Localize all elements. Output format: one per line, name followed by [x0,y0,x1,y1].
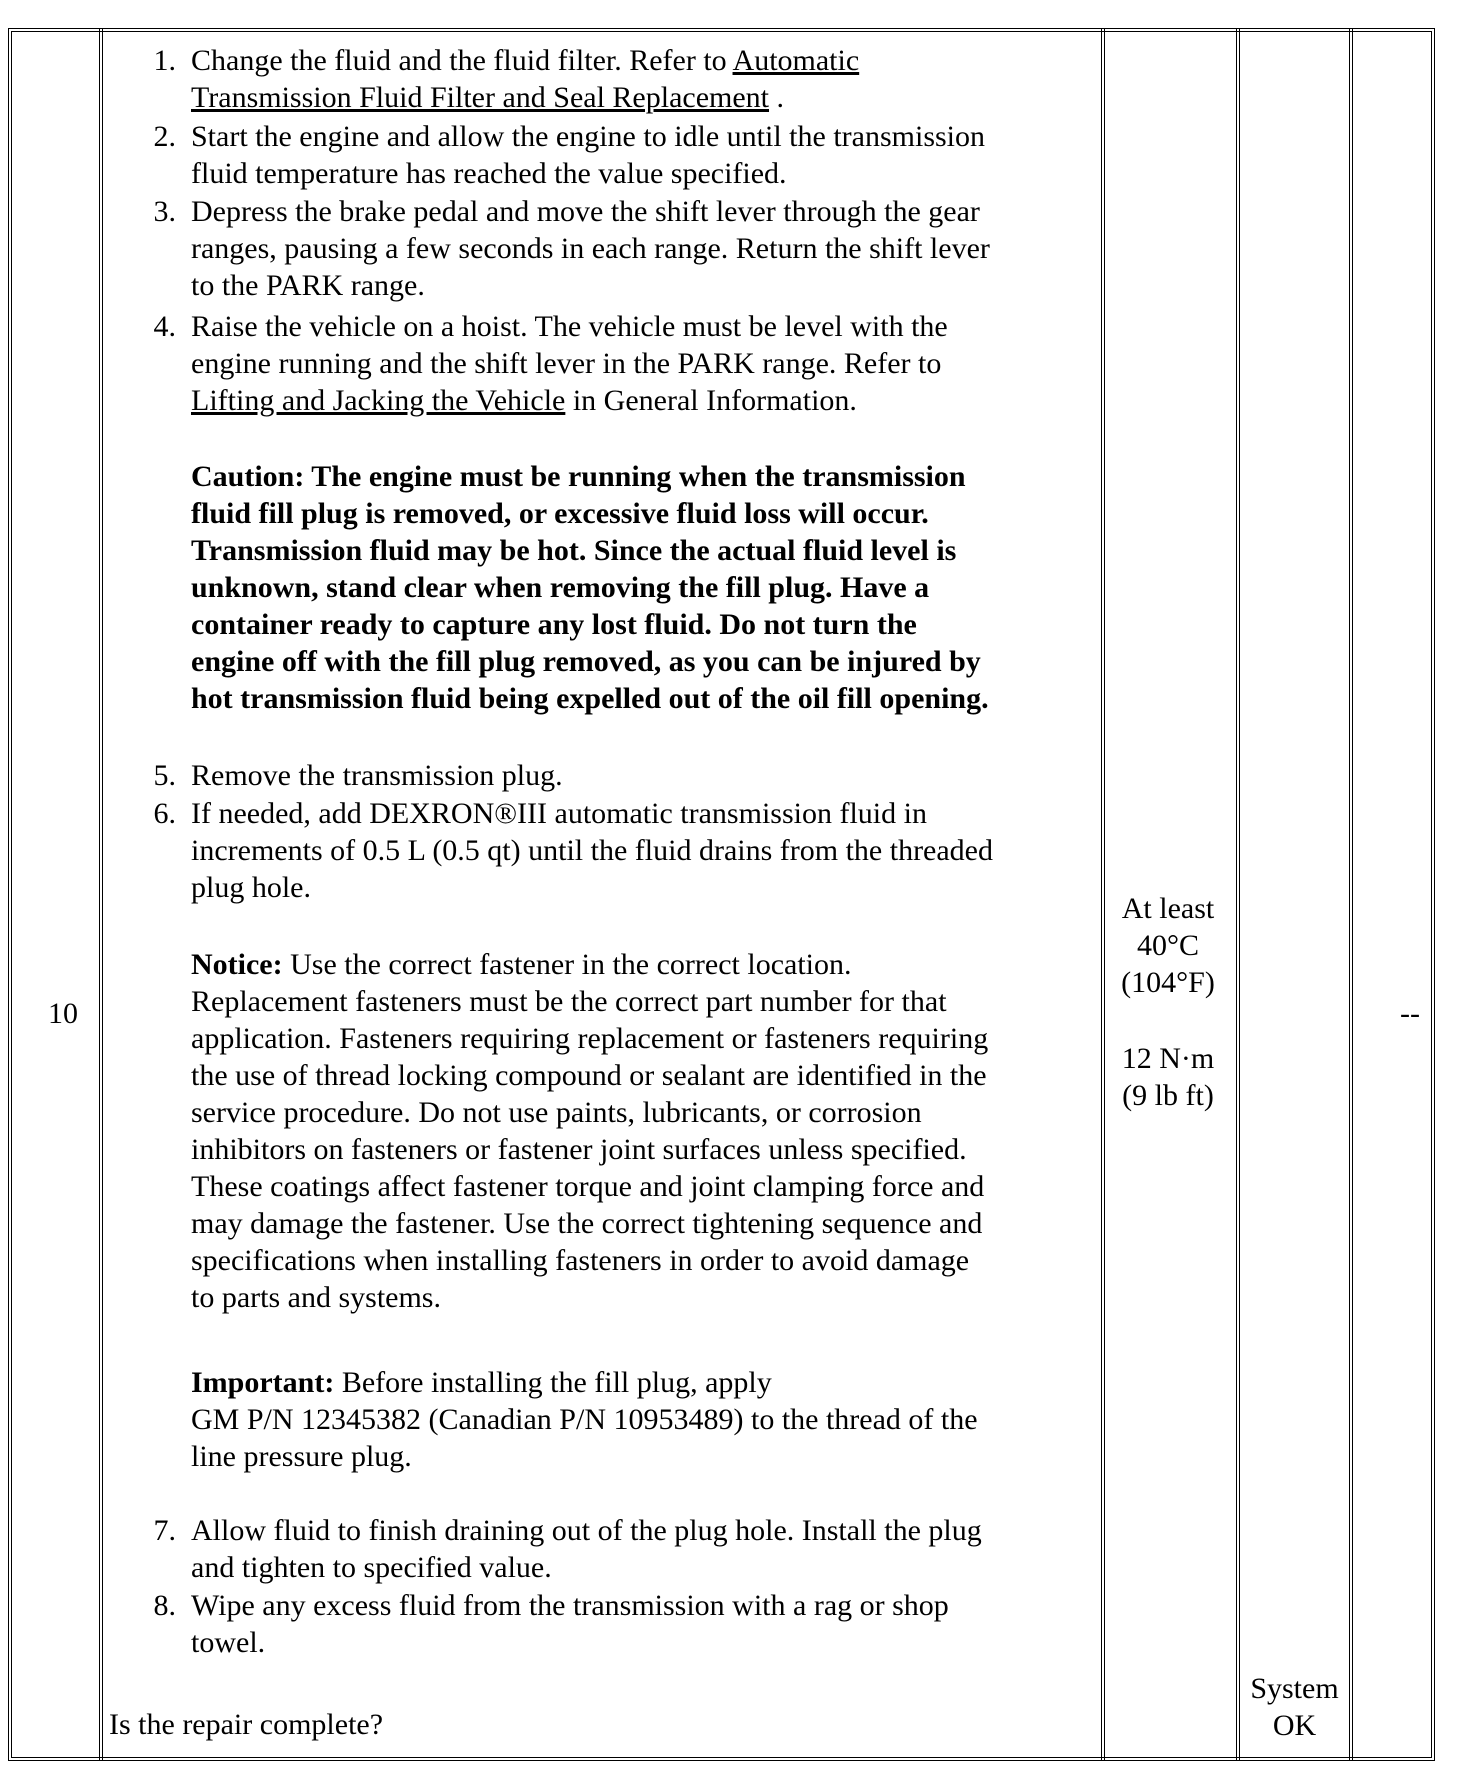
notice-line: may damage the fastener. Use the correct tightening sequence and [191,1207,983,1240]
temperature-spec: At least [1121,892,1215,925]
caution-line: engine off with the fill plug removed, as you can be injured by [191,645,981,678]
caution-line: Caution: The engine must be running when the transmission [191,460,966,493]
step-3-line: Depress the brake pedal and move the shift lever through the gear [191,195,980,228]
step-3-number: 3. [153,195,176,228]
notice-label: Notice: [191,948,283,981]
step-2-line: Start the engine and allow the engine to idle until the transmission [191,120,986,153]
step-4-line: engine running and the shift lever in the PARK range. Refer to [191,347,942,380]
step-6-number: 6. [153,797,176,830]
caution-line: container ready to capture any lost fluid. Do not turn the [191,608,917,641]
step-6-line: plug hole. [191,871,311,904]
important-label: Important: [191,1366,335,1399]
step-2-number: 2. [153,120,176,153]
step-3-line: ranges, pausing a few seconds in each range. Return the shift lever [191,232,990,265]
question-text: Is the repair complete? [109,1708,384,1741]
step-7-line: and tighten to specified value. [191,1551,552,1584]
step-4-line [191,382,1091,419]
reference-link[interactable]: Transmission Fluid Filter and Seal Replacement [191,81,770,114]
column-divider [99,28,103,1761]
step-6-line: If needed, add DEXRON®III automatic transmission fluid in [191,797,927,830]
step-6-line: increments of 0.5 L (0.5 qt) until the fluid drains from the threaded [191,834,994,867]
important-line [191,1364,1091,1401]
caution-line: fluid fill plug is removed, or excessive fluid loss will occur. [191,497,929,530]
reference-link[interactable]: Automatic [732,44,860,77]
notice-line: to parts and systems. [191,1281,441,1314]
step-5-line: Remove the transmission plug. [191,759,563,792]
caution-line: Transmission fluid may be hot. Since the actual fluid level is [191,534,957,567]
step-1-line [191,79,1091,116]
notice-line [191,946,1091,983]
important-line: line pressure plug. [191,1440,412,1473]
step-text: in General Information. [565,384,857,417]
column-divider [1101,28,1105,1761]
step-8-number: 8. [153,1589,176,1622]
torque-spec: 12 N·m [1121,1042,1215,1075]
important-line: GM P/N 12345382 (Canadian P/N 10953489) to the thread of the [191,1403,978,1436]
notice-line: Replacement fasteners must be the correct part number for that [191,985,947,1018]
step-2-line: fluid temperature has reached the value specified. [191,157,787,190]
notice-line: These coatings affect fastener torque and joint clamping force and [191,1170,985,1203]
step-7-number: 7. [153,1514,176,1547]
notice-line: application. Fasteners requiring replacement or fasteners requiring [191,1022,989,1055]
temperature-spec: (104°F) [1121,966,1215,999]
notice-line: specifications when installing fasteners in order to avoid damage [191,1244,970,1277]
notice-line: inhibitors on fasteners or fastener joint surfaces unless specified. [191,1133,967,1166]
step-4-line: Raise the vehicle on a hoist. The vehicle must be level with the [191,310,948,343]
temperature-spec: 40°C [1136,929,1199,962]
step-number: 10 [48,997,78,1030]
notice-text: Use the correct fastener in the correct location. [282,948,852,981]
step-8-line: towel. [191,1626,266,1659]
step-3-line: to the PARK range. [191,269,425,302]
column-divider [1349,28,1353,1761]
no-result-dash: -- [1400,997,1420,1030]
step-text: . [769,81,785,114]
step-8-line: Wipe any excess fluid from the transmission with a rag or shop [191,1589,949,1622]
notice-line: service procedure. Do not use paints, lubricants, or corrosion [191,1096,922,1129]
reference-link[interactable]: Lifting and Jacking the Vehicle [191,384,566,417]
step-1-line [191,42,1091,79]
torque-spec: (9 lb ft) [1122,1079,1214,1112]
step-1-number: 1. [153,44,176,77]
notice-line: the use of thread locking compound or sealant are identified in the [191,1059,987,1092]
step-4-number: 4. [153,310,176,343]
caution-line: unknown, stand clear when removing the fill plug. Have a [191,571,930,604]
caution-line: hot transmission fluid being expelled out of the oil fill opening. [191,682,989,715]
system-ok-result: System [1250,1672,1339,1705]
column-divider [1236,28,1240,1761]
step-5-number: 5. [153,759,176,792]
important-text: Before installing the fill plug, apply [334,1366,772,1399]
step-text: Change the fluid and the fluid filter. Refer to [191,44,733,77]
step-7-line: Allow fluid to finish draining out of the plug hole. Install the plug [191,1514,982,1547]
system-ok-result: OK [1272,1709,1317,1742]
